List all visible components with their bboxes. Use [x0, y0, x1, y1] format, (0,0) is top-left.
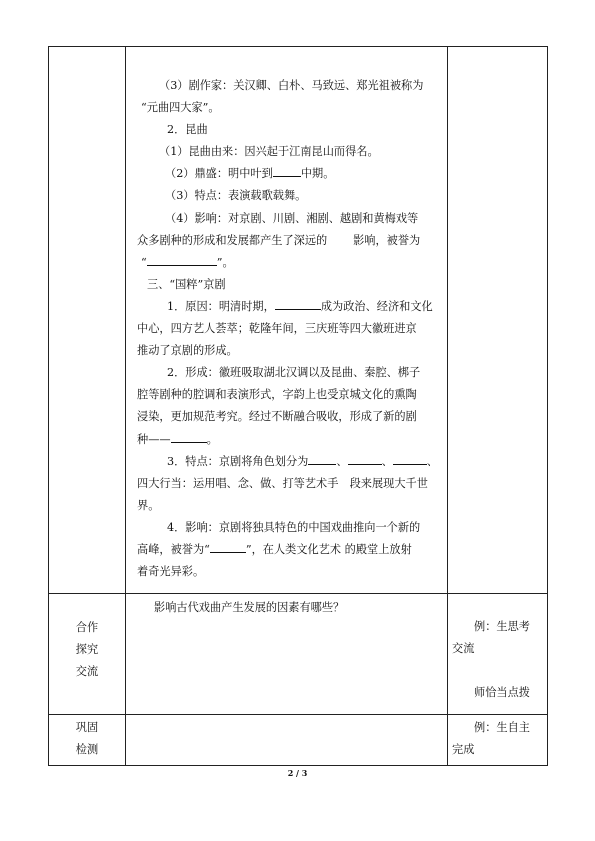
- label-text: 交流: [75, 665, 99, 679]
- text-line: “ ”。: [137, 252, 441, 274]
- text-line: 推动了京剧的形成。: [137, 344, 238, 358]
- text-line: 4．影响：京剧将独具特色的中国戏曲推向一个新的: [167, 520, 421, 534]
- text-line: 中心，四方艺人荟萃；乾隆年间，三庆班等四大徽班进京: [137, 322, 417, 336]
- label-text: 合作: [75, 621, 99, 635]
- cooperate-side-cell: [448, 594, 548, 715]
- fill-blank[interactable]: [171, 430, 207, 443]
- lesson-table: [48, 46, 548, 766]
- content-row: [49, 47, 548, 594]
- cooperate-row: [49, 594, 548, 715]
- side-text: 例：生思考: [474, 620, 530, 634]
- side-text: 交流: [452, 642, 475, 656]
- answer-cell[interactable]: [126, 715, 448, 766]
- question-text: 影响古代戏曲产生发展的因素有哪些？: [154, 601, 345, 615]
- consolidate-row: [49, 715, 548, 766]
- text-line: 2．形成：徽班吸取湖北汉调以及昆曲、秦腔、梆子: [167, 366, 421, 380]
- fill-blank[interactable]: [348, 452, 382, 465]
- empty-label-cell: [49, 47, 126, 594]
- text-line: “元曲四大家”。: [141, 101, 220, 115]
- label-text: 检测: [75, 743, 99, 757]
- text-line: 种—— 。: [137, 429, 441, 451]
- text-line: （2）鼎盛：明中叶到 中期。: [137, 163, 441, 185]
- text-line: 高峰，被誉为“ ”，在人类文化艺术 的殿堂上放射: [137, 539, 441, 561]
- fill-blank[interactable]: [210, 540, 246, 553]
- consolidate-label-cell: [49, 715, 126, 766]
- text-line: 四大行当：运用唱、念、做、打等艺术手 段来展现大千世: [137, 476, 428, 490]
- text-line: 界。: [137, 498, 160, 512]
- text-line: 腔等剧种的腔调和表演形式，字韵上也受京城文化的熏陶: [137, 388, 417, 402]
- side-text: 例：生自主: [474, 721, 530, 735]
- text-line: 众多剧种的形成和发展都产生了深远的 影响，被誉为: [137, 233, 421, 247]
- text-line: （3）特点：表演载歌载舞。: [165, 189, 307, 203]
- fill-blank[interactable]: [275, 297, 321, 310]
- section-heading: 2．昆曲: [167, 123, 208, 137]
- text-line: 1．原因：明清时期， 成为政治、经济和文化: [137, 296, 441, 318]
- text-line: （4）影响：对京剧、川剧、湘剧、越剧和黄梅戏等: [165, 211, 419, 225]
- fill-blank[interactable]: [308, 452, 336, 465]
- side-text: 完成: [452, 743, 475, 757]
- empty-side-cell: [448, 47, 548, 594]
- question-cell[interactable]: [126, 594, 448, 715]
- text-line: （1）昆曲由来：因兴起于江南昆山而得名。: [159, 145, 379, 159]
- text-line: 浸染，更加规范考究。经过不断融合吸收，形成了新的剧: [137, 410, 417, 424]
- label-text: 探究: [75, 643, 99, 657]
- text-line: 着奇光异彩。: [137, 565, 205, 579]
- cooperate-label-cell: [49, 594, 126, 715]
- section-heading: 三、“国粹”京剧: [147, 277, 226, 291]
- fill-blank[interactable]: [273, 164, 301, 177]
- text-line: 3．特点：京剧将角色划分为 、 、 、: [137, 451, 441, 473]
- label-text: 巩固: [75, 721, 99, 735]
- fill-blank[interactable]: [393, 452, 427, 465]
- fill-blank[interactable]: [147, 253, 217, 266]
- page-number: 2 / 3: [287, 768, 308, 778]
- consolidate-side-cell: [448, 715, 548, 766]
- side-text: 师恰当点拨: [474, 686, 530, 700]
- text-line: （3）剧作家：关汉卿、白朴、马致远、郑光祖被称为: [159, 79, 424, 92]
- content-cell: [126, 47, 448, 594]
